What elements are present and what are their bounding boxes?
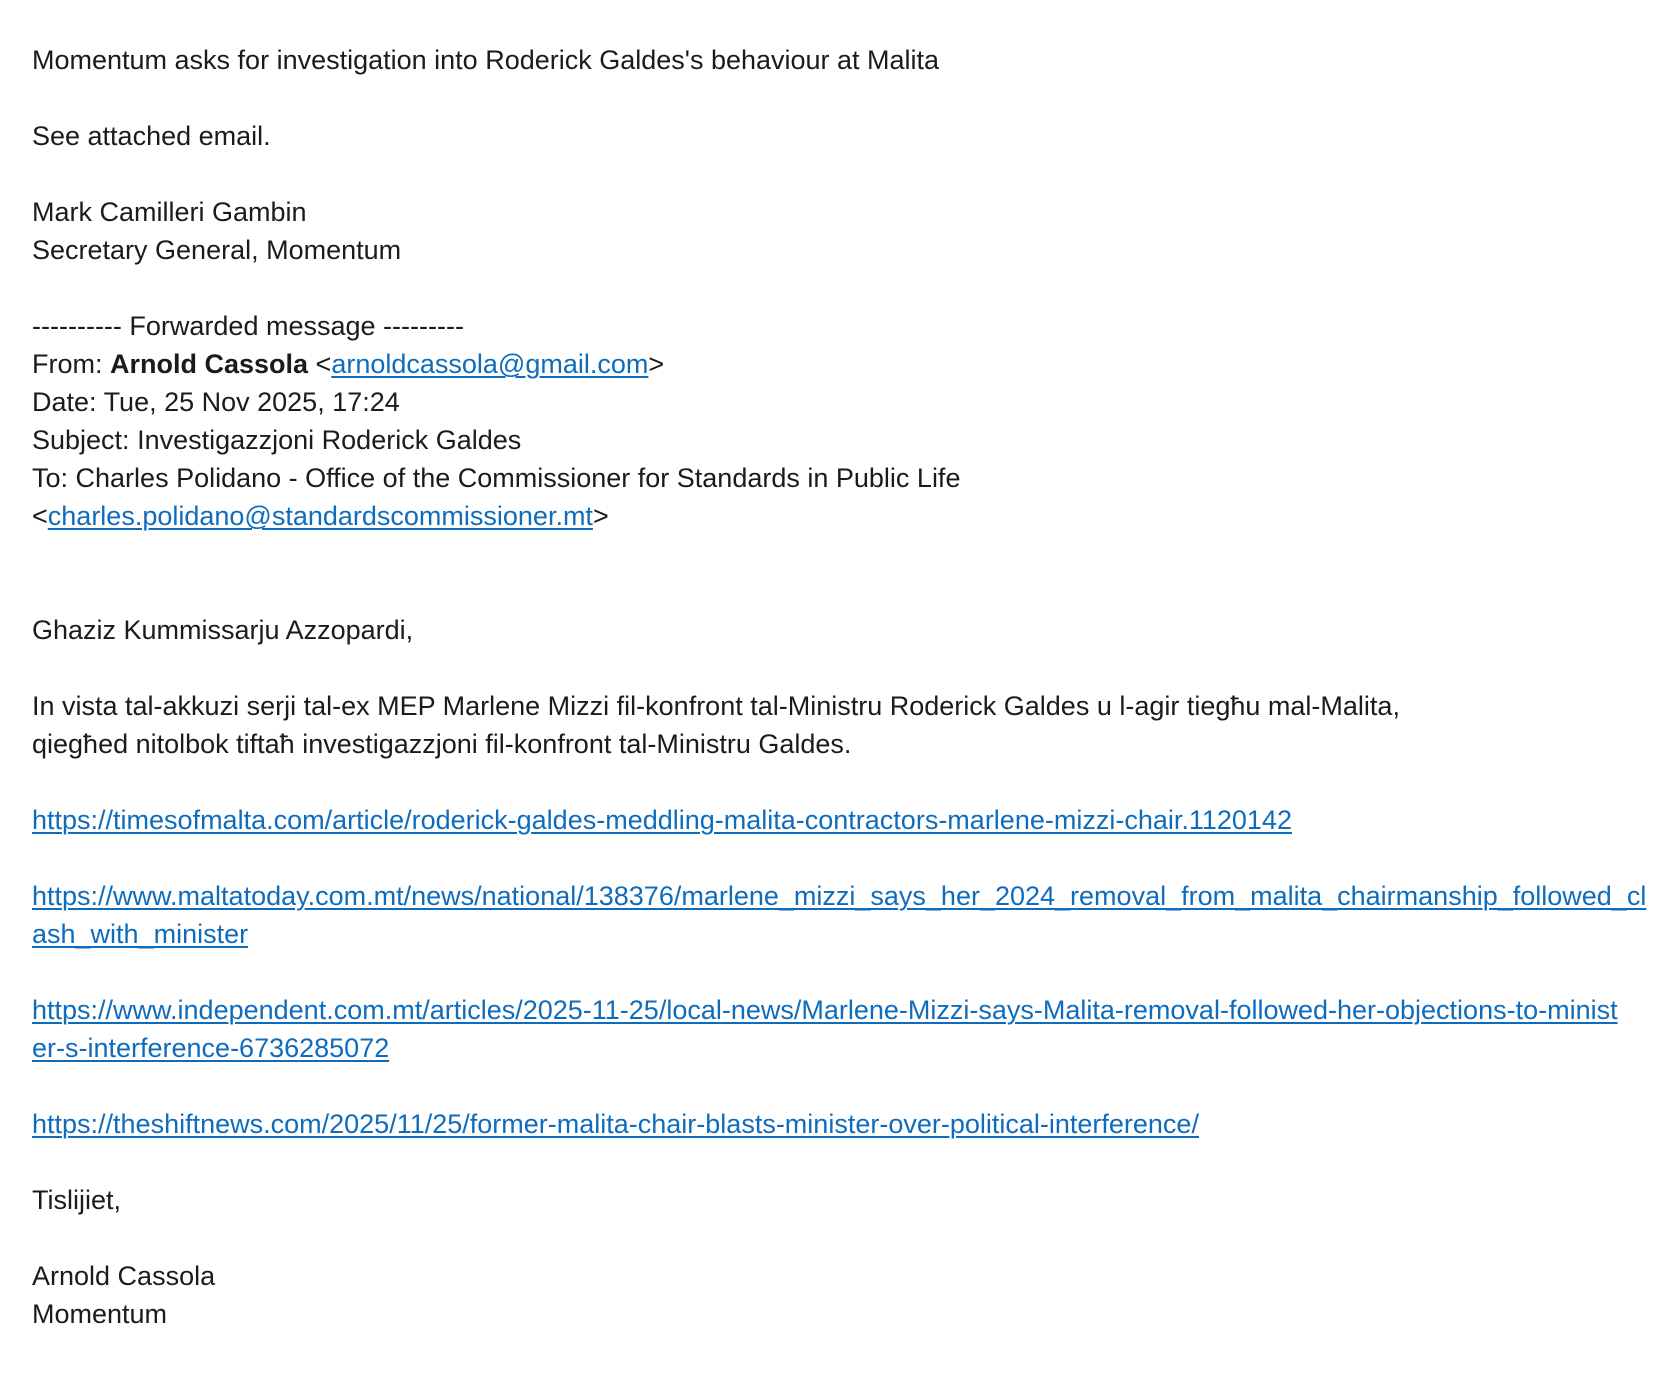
link-timesofmalta[interactable]: https://timesofmalta.com/article/roderick-galdes-meddling-malita-contractors-marlene-mizzi-chair.1120142 xyxy=(32,805,1292,835)
link-independent[interactable]: https://www.independent.com.mt/articles/2025-11-25/local-news/Marlene-Mizzi-says-Malita-removal-followed-her-objections-to-minister-s-interference-6736285072 xyxy=(32,995,1618,1063)
greeting: Ghaziz Kummissarju Azzopardi, xyxy=(32,615,414,645)
forwarder-name: Mark Camilleri Gambin xyxy=(32,197,307,227)
subject-label: Subject: xyxy=(32,425,138,455)
forwarded-header xyxy=(32,307,1652,535)
spacer xyxy=(32,155,1652,193)
spacer xyxy=(32,953,1652,991)
spacer xyxy=(32,1067,1652,1105)
from-email-link[interactable]: arnoldcassola@gmail.com xyxy=(331,349,649,379)
date-value: Tue, 25 Nov 2025, 17:24 xyxy=(103,387,400,417)
to-email-link[interactable]: charles.polidano@standardscommissioner.mt xyxy=(47,501,593,531)
from-label: From: xyxy=(32,349,110,379)
forwarded-separator: ---------- Forwarded message --------- xyxy=(32,311,464,341)
email-subject-line: Momentum asks for investigation into Roderick Galdes's behaviour at Malita xyxy=(32,45,940,75)
subject-value: Investigazzjoni Roderick Galdes xyxy=(137,425,522,455)
spacer xyxy=(32,763,1652,801)
link-theshiftnews[interactable]: https://theshiftnews.com/2025/11/25/former-malita-chair-blasts-minister-over-political-interference/ xyxy=(32,1109,1199,1139)
date-line xyxy=(32,383,1652,421)
to-label: To: xyxy=(32,463,76,493)
to-name: Charles Polidano - Office of the Commissioner for Standards in Public Life xyxy=(75,463,961,493)
signature-org: Momentum xyxy=(32,1299,168,1329)
to-line xyxy=(32,459,1652,497)
from-name: Arnold Cassola xyxy=(110,349,309,379)
to-email-line xyxy=(32,497,1652,535)
intro-text: See attached email. xyxy=(32,121,271,151)
forwarder-title: Secretary General, Momentum xyxy=(32,235,402,265)
email-body xyxy=(32,41,1652,1333)
spacer xyxy=(32,269,1652,307)
body-paragraph-line-1: In vista tal-akkuzi serji tal-ex MEP Marlene Mizzi fil-konfront tal-Ministru Roderick Galdes u l-agir tiegħu mal-Malita, xyxy=(32,691,1400,721)
angle-close: > xyxy=(648,349,665,379)
angle-close: > xyxy=(592,501,609,531)
closing: Tislijiet, xyxy=(32,1185,122,1215)
signature-name: Arnold Cassola xyxy=(32,1261,216,1291)
link-maltatoday[interactable]: https://www.maltatoday.com.mt/news/national/138376/marlene_mizzi_says_her_2024_removal_from_malita_chairmanship_followed_clash_with_minister xyxy=(32,881,1647,949)
spacer xyxy=(32,1143,1652,1181)
spacer xyxy=(32,1219,1652,1257)
spacer xyxy=(32,839,1652,877)
subject-line xyxy=(32,421,1652,459)
date-label: Date: xyxy=(32,387,104,417)
spacer xyxy=(32,649,1652,687)
spacer xyxy=(32,79,1652,117)
spacer xyxy=(32,535,1652,573)
from-line xyxy=(32,345,1652,383)
angle-open: < xyxy=(308,349,332,379)
angle-open: < xyxy=(32,501,48,531)
spacer xyxy=(32,573,1652,611)
body-paragraph-line-2: qiegħed nitolbok tiftaħ investigazzjoni fil-konfront tal-Ministru Galdes. xyxy=(32,729,852,759)
